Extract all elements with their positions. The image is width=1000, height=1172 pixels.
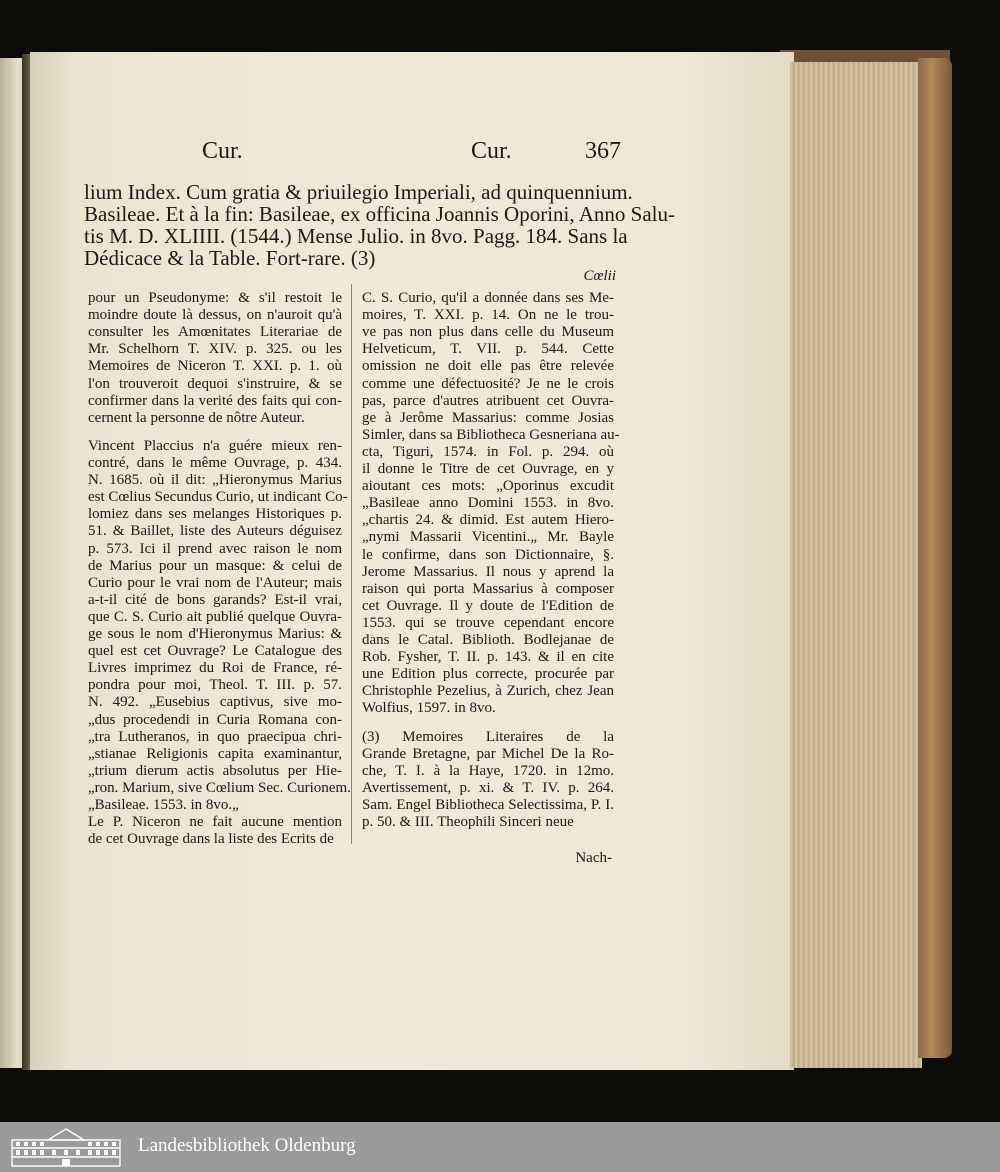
left-column-line: ge sous le nom d'Hieronymus Marius: &	[88, 626, 342, 642]
left-column-line: „dus procedendi in Curia Romana con-	[88, 711, 342, 728]
right-column-line: „nymi Massarii Vicentini.„ Mr. Bayle	[362, 529, 614, 546]
left-column-line: pour un Pseudonyme: & s'il restoit le	[88, 290, 342, 306]
left-column-line: „ron. Marium, sive Cœlium Sec. Curionem.	[88, 779, 351, 796]
library-name: Landesbibliothek Oldenburg	[138, 1135, 356, 1156]
left-column-line: cernent la personne de nôtre Auteur.	[88, 409, 305, 426]
right-column-line: comme une défectuosité? Je ne le crois	[362, 375, 614, 392]
right-column-line: che, T. I. à la Haye, 1720. in 12mo.	[362, 762, 614, 779]
left-column-line: Curio pour le vrai nom de l'Auteur; mais	[88, 574, 342, 591]
right-column-line: Helveticum, T. VII. p. 544. Cette	[362, 341, 614, 358]
left-column-line: Livres imprimez du Roi de France, ré-	[88, 660, 342, 677]
left-column-line: „tra Lutheranos, in quo praecipua chri-	[88, 728, 342, 745]
right-column-line: cta, Tiguri, 1574. in Fol. p. 294. où	[362, 443, 614, 460]
left-column-line: p. 573. Ici il prend avec raison le nom	[88, 540, 342, 557]
right-column-line: Rob. Fysher, T. II. p. 143. & il en cite	[362, 649, 614, 666]
right-column-line: ve pas non plus dans celle du Museum	[362, 324, 614, 341]
right-column-line: p. 50. & III. Theophili Sinceri neue	[362, 814, 574, 831]
left-column-line: Vincent Placcius n'a guére mieux ren-	[88, 437, 342, 454]
book-cover	[918, 58, 952, 1058]
left-column-line: „Basileae. 1553. in 8vo.„	[88, 797, 239, 813]
right-column-line: aioutant ces mots: „Oporinus excudit	[362, 478, 614, 495]
right-column-line: raison qui porta Massarius à composer	[362, 580, 614, 597]
right-column-line: omission ne doit elle pas être relevée	[362, 358, 614, 375]
left-column-line: que C. S. Curio ait publié quelque Ouvra-	[88, 608, 342, 625]
left-column-line: de cet Ouvrage dans la liste des Ecrits de	[88, 831, 334, 848]
right-column-line: Wolfius, 1597. in 8vo.	[362, 700, 496, 717]
left-column-line: 51. & Baillet, liste des Auteurs déguisez	[88, 523, 342, 540]
left-column-line: contré, dans le même Ouvrage, p. 434.	[88, 455, 342, 471]
left-column-line: quel est cet Ouvrage? Le Catalogue des	[88, 643, 342, 660]
right-column-line: dans le Catal. Biblioth. Bodlejanae de	[362, 632, 614, 648]
right-column-line: une Edition plus correcte, procurée par	[362, 666, 614, 683]
right-column-line: Christophle Pezelius, à Zurich, chez Jean	[362, 683, 614, 700]
right-column-line: Sam. Engel Bibliotheca Selectissima, P. I.	[362, 797, 614, 813]
catchword-bottom: Nach-	[575, 850, 612, 866]
left-column-line: pondra pour moi, Theol. T. III. p. 57.	[88, 677, 342, 694]
right-column-line: Avertissement, p. xi. & T. IV. p. 264.	[362, 779, 614, 796]
running-head-center: Cur.	[471, 138, 512, 164]
left-column-line: „stianae Religionis capita examinantur,	[88, 745, 342, 762]
right-column-line: „Basileae anno Domini 1553. in 8vo.	[362, 495, 614, 512]
right-column-line: Jerome Massarius. Il nous y aprend la	[362, 563, 614, 580]
right-column-line: ge à Jerôme Massarius: comme Josias	[362, 409, 614, 426]
right-column-line: il donne le Titre de cet Ouvrage, en y	[362, 461, 614, 477]
top-text-line: lium Index. Cum gratia & priuilegio Imperiali, ad quinquennium.	[84, 180, 633, 204]
page-number: 367	[585, 138, 621, 164]
right-column-line: „chartis 24. & dimid. Est autem Hiero-	[362, 512, 614, 529]
right-column-line: (3) Memoires Literaires de la	[362, 728, 614, 745]
library-footer	[0, 1122, 1000, 1172]
top-text-line: tis M. D. XLIIII. (1544.) Mense Julio. in 8vo. Pagg. 184. Sans la	[84, 224, 628, 248]
left-column-line: Memoires de Niceron T. XXI. p. 1. où	[88, 358, 342, 375]
left-column-line: N. 1685. où il dit: „Hieronymus Marius	[88, 472, 342, 489]
column-rule	[351, 284, 352, 844]
right-column-line: 1553. qui se trouve cependant encore	[362, 614, 614, 631]
left-column-line: de Marius pour un masque: & celui de	[88, 557, 342, 574]
right-column-line: le confirme, dans son Dictionnaire, §.	[362, 546, 614, 563]
top-text-line: Basileae. Et à la fin: Basileae, ex officina Joannis Oporini, Anno Salu-	[84, 202, 675, 226]
top-text-line: Dédicace & la Table. Fort-rare. (3)	[84, 246, 376, 270]
left-column-line: „trium dierum actis absolutus per Hie-	[88, 762, 342, 779]
right-column-line: moires, T. XXI. p. 14. On ne le trou-	[362, 307, 614, 324]
left-column-line: confirmer dans la verité des faits qui con-	[88, 392, 342, 409]
left-column-line: moindre doute là dessus, on n'auroit qu'à	[88, 307, 342, 324]
left-column-line: lomiez dans ses melanges Historiques p.	[88, 506, 342, 523]
right-column-line: Simler, dans sa Bibliotheca Gesneriana au-	[362, 426, 620, 443]
left-column-line: est Cœlius Secundus Curio, ut indicant Co-	[88, 489, 348, 506]
left-column-line: l'on trouveroit dequoi s'instruire, & se	[88, 375, 342, 392]
right-column-line: Grande Bretagne, par Michel De la Ro-	[362, 745, 614, 762]
catchword-top: Cœlii	[583, 268, 616, 284]
right-column-line: cet Ouvrage. Il y doute de l'Edition de	[362, 597, 614, 614]
left-column-line: consulter les Amœnitates Literariae de	[88, 324, 342, 341]
left-column-line: a-t-il cité de bons garands? Est-il vrai,	[88, 591, 342, 608]
right-column-line: pas, parce d'autres atribuent cet Ouvra-	[362, 392, 614, 409]
library-building-logo-icon	[8, 1126, 124, 1168]
left-column-line: Le P. Niceron ne fait aucune mention	[88, 814, 342, 831]
left-column-line: Mr. Schelhorn T. XIV. p. 325. ou les	[88, 341, 342, 358]
running-head-left: Cur.	[202, 138, 243, 164]
left-column-line: N. 492. „Eusebius captivus, sive mo-	[88, 694, 342, 711]
page-edges	[790, 62, 922, 1068]
right-column-line: C. S. Curio, qu'il a donnée dans ses Me-	[362, 290, 614, 306]
